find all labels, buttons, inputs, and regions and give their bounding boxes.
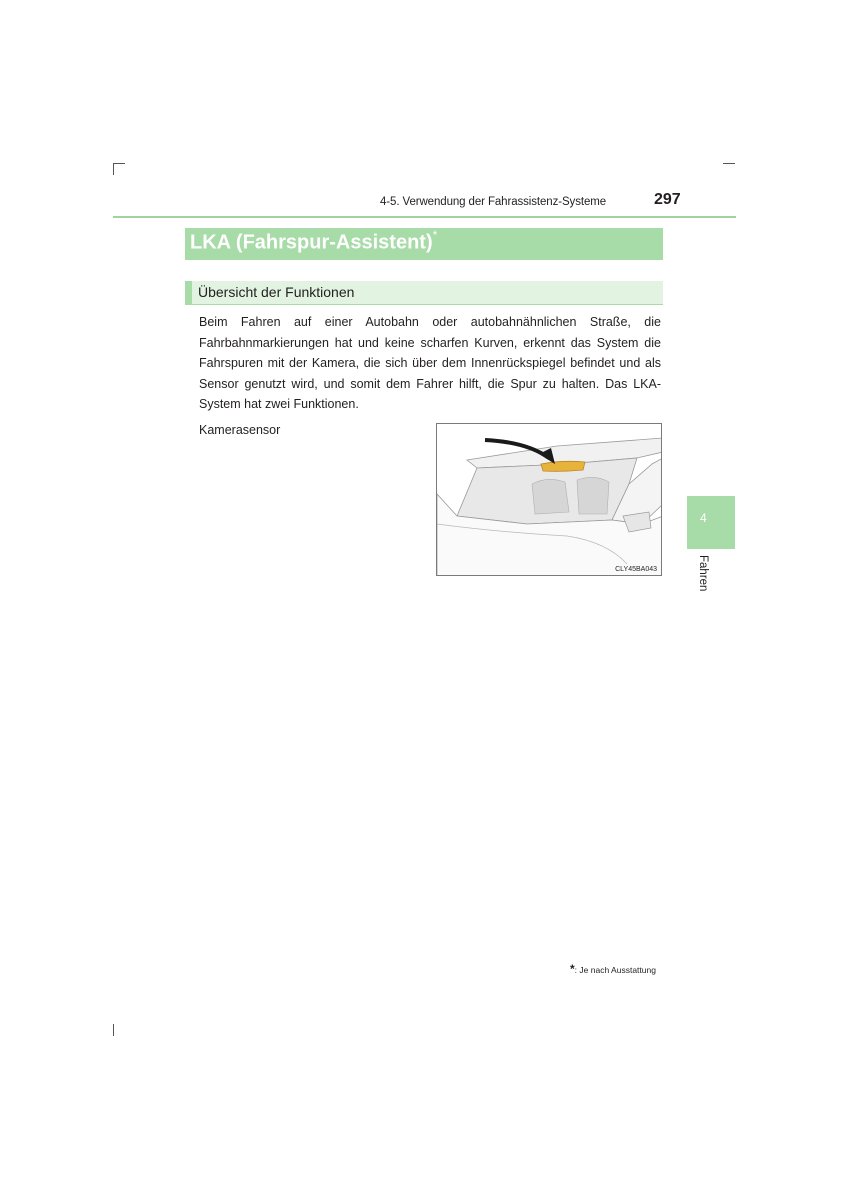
footnote-marker: * [570, 962, 575, 976]
footnote [570, 962, 656, 976]
page-title-text: LKA (Fahrspur-Assistent) [190, 231, 433, 254]
page-number: 297 [654, 191, 681, 208]
running-header: 4-5. Verwendung der Fahrassistenz-Systeme [380, 196, 607, 208]
crop-mark [723, 163, 735, 164]
car-interior-drawing [437, 424, 662, 576]
subsection-marker [185, 281, 192, 304]
body-paragraph: Beim Fahren auf einer Autobahn oder autobahnähnlichen Straße, die Fahrbahnmarkierungen hat und keine scharfen Kurven, erkennt das System die Fahrspuren mit der Kamera, die sich über dem Innenrückspiegel befindet und als Sensor genutzt wird, und somit dem Fahrer hilft, die Spur zu halten. Das LKA-System hat zwei Funktionen. [199, 315, 661, 411]
camera-sensor-illustration [436, 423, 662, 576]
chapter-number: 4 [700, 511, 707, 525]
crop-mark [113, 163, 114, 175]
chapter-tab [687, 496, 735, 549]
crop-mark [113, 163, 125, 164]
crop-mark [113, 1024, 114, 1036]
chapter-label: Fahren [697, 555, 709, 592]
title-footnote-marker: * [432, 228, 438, 242]
header-divider [113, 216, 736, 218]
subsection-title: Übersicht der Funktionen [198, 284, 355, 300]
page-title [190, 230, 437, 255]
footnote-text: : Je nach Ausstattung [574, 965, 656, 975]
figure-caption: Kamerasensor [199, 423, 281, 437]
figure-code: CLY45BA043 [615, 566, 657, 573]
